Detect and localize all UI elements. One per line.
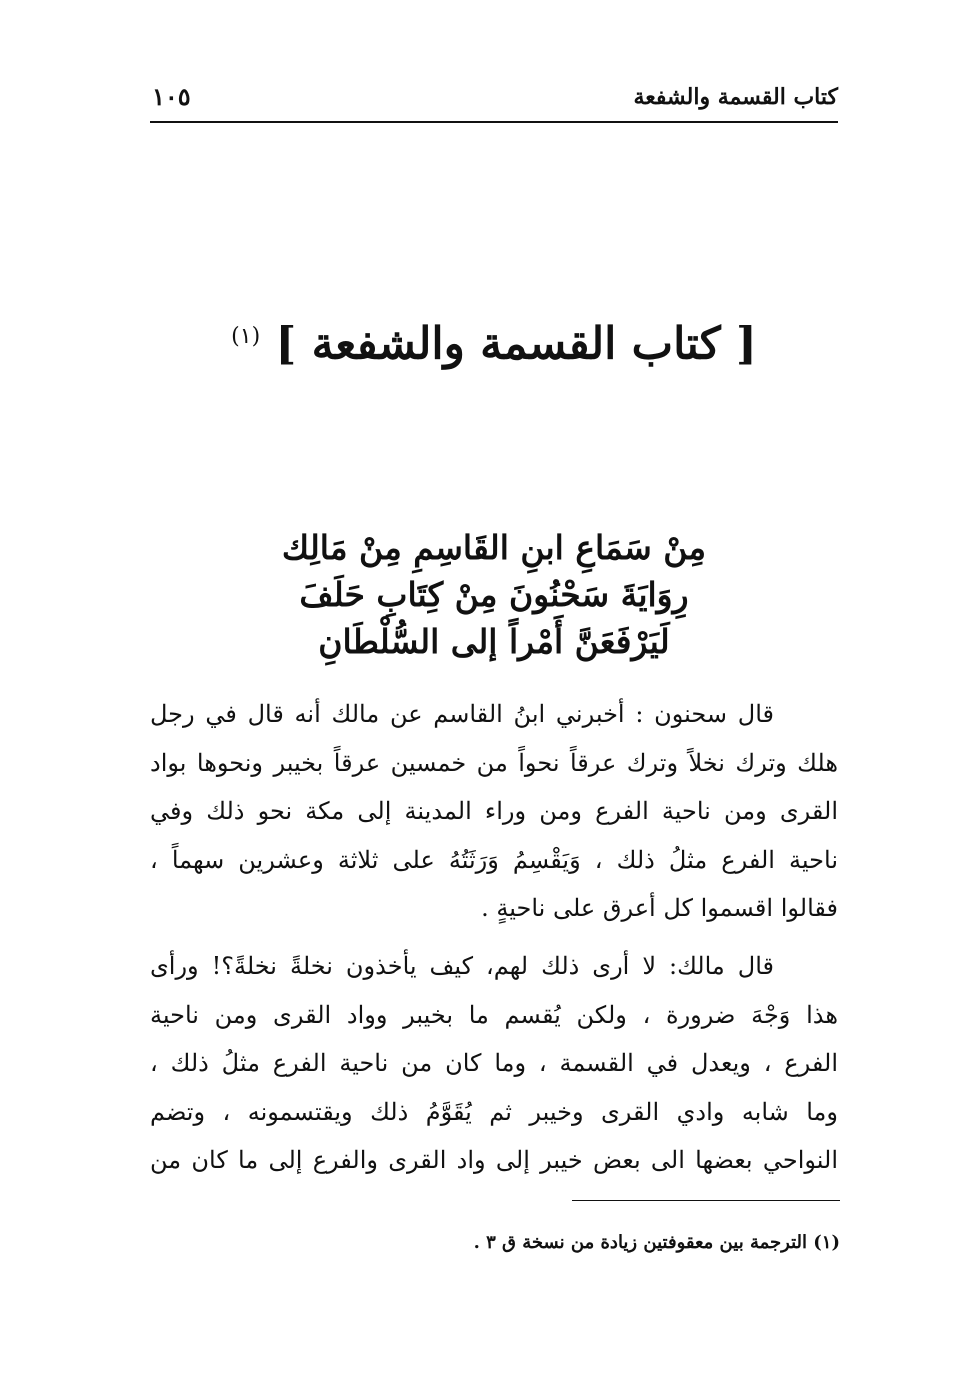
header-rule — [150, 121, 838, 123]
paragraph-line: النواحي بعضها الى بعض خيبر إلى واد القرى والفرع إلى ما كان من — [150, 1146, 838, 1174]
section-heading-line: لَيَرْفَعَنَّ أَمْراً إلى السُّلْطَانِ — [318, 622, 670, 661]
paragraph-line: الفرع ، ويعدل في القسمة ، وما كان من ناحية الفرع مثلُ ذلك ، — [150, 1049, 838, 1077]
book-title-text: [ كتاب القسمة والشفعة ] — [275, 318, 757, 370]
paragraph-line: هلك وترك نخلاً وترك عرقاً نحواً من خمسين عرقاً بخيبر ونحوها بواد — [150, 748, 838, 777]
paragraph-line: قال مالك: لا أرى ذلك لهم، كيف يأخذون نخلةً نخلةً؟! ورأى — [150, 952, 774, 980]
paragraph-line: القرى ومن ناحية الفرع ومن وراء المدينة إلى مكة نحو ذلك وفي — [150, 797, 838, 825]
footnote-marker: (١) — [231, 324, 261, 349]
footnote: (١) الترجمة بين معقوفتين زيادة من نسخة ق ٣ . — [473, 1232, 840, 1253]
section-heading-line: رِوَايَةَ سَحْنُونَ مِنْ كِتَابِ حَلَفَ — [299, 575, 689, 614]
paragraph-line: هذا وَجْهَ ضرورة ، ولكن يُقسم ما بخيبر وواد القرى ومن ناحية — [150, 1000, 838, 1029]
footnote-rule — [572, 1200, 840, 1201]
book-title — [150, 302, 838, 380]
paragraph — [150, 942, 838, 1185]
running-title: كتاب القسمة والشفعة — [633, 84, 838, 110]
paragraph — [150, 690, 838, 933]
paragraph-line: قال سحنون : أخبرني ابنُ القاسم عن مالك أنه قال في رجل — [150, 700, 774, 728]
section-heading — [150, 524, 838, 665]
section-heading-line: مِنْ سَمَاعِ ابنِ القَاسِمِ مِنْ مَالِك — [281, 528, 707, 567]
paragraph-line: وما شابه وادي القرى وخيبر ثم يُقَوَّمُ ذلك ويقتسمونه ، وتضم — [150, 1097, 838, 1126]
page-number: ١٠٥ — [152, 82, 191, 111]
page-header — [150, 78, 838, 122]
paragraph-line: فقالوا اقسموا كل أعرق على ناحيةٍ . — [481, 894, 838, 922]
paragraph-line: ناحية الفرع مثلُ ذلك ، وَيَقْسِمُ وَرَثَتُهُ على ثلاثة وعشرين سهماً ، — [150, 845, 838, 874]
